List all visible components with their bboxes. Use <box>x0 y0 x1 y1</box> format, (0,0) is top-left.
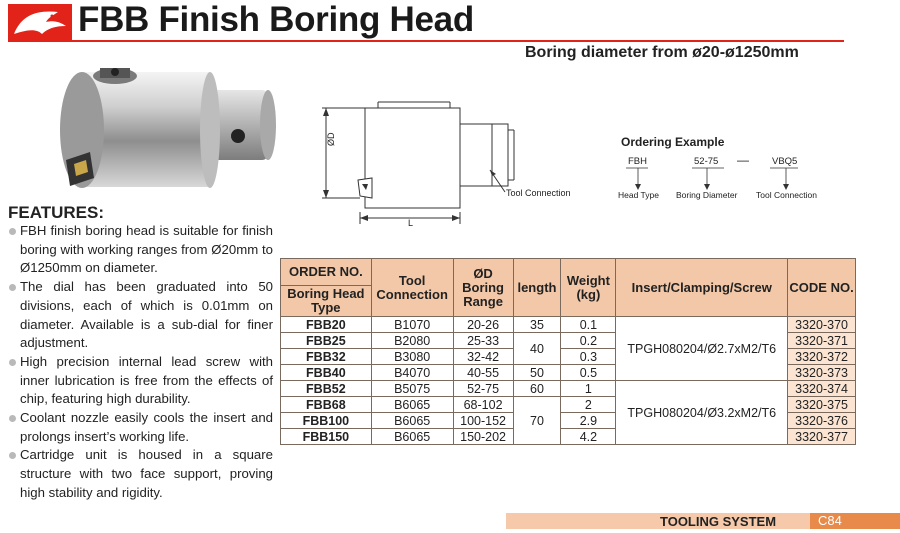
head-type-cell: FBB150 <box>281 429 372 445</box>
code-cell: 3320-373 <box>788 365 856 381</box>
code-cell: 3320-377 <box>788 429 856 445</box>
weight-cell: 0.1 <box>561 317 616 333</box>
tool-connection-header: Tool Connection <box>371 259 453 317</box>
connection-cell: B6065 <box>371 397 453 413</box>
tool-connection-label: Tool Connection <box>506 188 571 198</box>
connection-cell: B5075 <box>371 381 453 397</box>
head-code: FBH <box>628 156 647 167</box>
length-label: L <box>408 218 414 228</box>
code-header: CODE NO. <box>788 259 856 317</box>
weight-header: Weight (kg) <box>561 259 616 317</box>
head-type-cell: FBB25 <box>281 333 372 349</box>
head-type-cell: FBB20 <box>281 317 372 333</box>
page-title: FBB Finish Boring Head <box>78 0 474 39</box>
connection-cell: B6065 <box>371 429 453 445</box>
insert-cell: TPGH080204/Ø3.2xM2/T6 <box>616 381 788 445</box>
range-cell: 25-33 <box>453 333 513 349</box>
length-cell: 40 <box>513 333 561 365</box>
feature-item: High precision internal lead screw with inner lubrication is free from the effects of chip, featuring high durability. <box>8 353 273 409</box>
ordering-dash: — <box>737 153 749 167</box>
connection-code: VBQ5 <box>772 156 798 167</box>
ordering-example <box>600 132 850 212</box>
code-cell: 3320-376 <box>788 413 856 429</box>
weight-cell: 0.3 <box>561 349 616 365</box>
title-underline <box>8 40 844 42</box>
length-cell: 50 <box>513 365 561 381</box>
page-number: C84 <box>810 513 900 529</box>
features-list <box>8 222 273 503</box>
feature-item: FBH finish boring head is suitable for finish boring with working ranges from Ø20mm to Ø1250mm on diameter. <box>8 222 273 278</box>
features-heading: FEATURES: <box>8 203 105 222</box>
feature-item: Cartridge unit is housed in a square structure with two face support, proving high stability and rigidity. <box>8 446 273 502</box>
weight-cell: 1 <box>561 381 616 397</box>
range-code: 52-75 <box>694 156 719 167</box>
boring-head-photo <box>60 60 285 210</box>
brand-logo <box>8 4 72 42</box>
table-row <box>281 381 856 397</box>
footer-section-label: TOOLING SYSTEM <box>660 514 777 529</box>
table-row <box>281 317 856 333</box>
range-cell: 40-55 <box>453 365 513 381</box>
weight-cell: 2.9 <box>561 413 616 429</box>
boring-head-type-header: Boring Head Type <box>281 286 372 317</box>
range-cell: 52-75 <box>453 381 513 397</box>
code-cell: 3320-374 <box>788 381 856 397</box>
boring-range-header <box>453 259 513 317</box>
code-cell: 3320-375 <box>788 397 856 413</box>
head-type-cell: FBB68 <box>281 397 372 413</box>
connection-cell: B3080 <box>371 349 453 365</box>
dimension-drawing <box>320 100 571 235</box>
range-cell: 32-42 <box>453 349 513 365</box>
connection-cell: B6065 <box>371 413 453 429</box>
range-cell: 100-152 <box>453 413 513 429</box>
head-type-cell: FBB100 <box>281 413 372 429</box>
code-cell: 3320-370 <box>788 317 856 333</box>
feature-item: Coolant nozzle easily cools the insert and prolongs insert’s working life. <box>8 409 273 446</box>
insert-cell: TPGH080204/Ø2.7xM2/T6 <box>616 317 788 381</box>
order-no-header: ORDER NO. <box>281 259 372 286</box>
head-type-cell: FBB32 <box>281 349 372 365</box>
ordering-title: Ordering Example <box>621 135 725 149</box>
spec-table <box>280 258 856 445</box>
feature-item: The dial has been graduated into 50 divisions, each of which is 0.01mm on diameter. Available is a sub-dial for finer adjustment. <box>8 278 273 353</box>
head-type-cell: FBB52 <box>281 381 372 397</box>
head-type-cell: FBB40 <box>281 365 372 381</box>
range-cell: 68-102 <box>453 397 513 413</box>
range-cell: 20-26 <box>453 317 513 333</box>
weight-cell: 2 <box>561 397 616 413</box>
length-header: length <box>513 259 561 317</box>
connection-cell: B2080 <box>371 333 453 349</box>
insert-header: Insert/Clamping/Screw <box>616 259 788 317</box>
code-cell: 3320-372 <box>788 349 856 365</box>
connection-cell: B1070 <box>371 317 453 333</box>
weight-cell: 0.2 <box>561 333 616 349</box>
length-cell: 60 <box>513 381 561 397</box>
eagle-icon <box>8 4 72 42</box>
weight-cell: 0.5 <box>561 365 616 381</box>
od-header-text: ØD <box>473 265 493 281</box>
code-cell: 3320-371 <box>788 333 856 349</box>
boring-range-header-text: Boring Range <box>462 279 504 309</box>
boring-diameter-label: Boring Diameter <box>676 190 738 200</box>
head-type-label: Head Type <box>618 190 659 200</box>
length-cell: 35 <box>513 317 561 333</box>
range-cell: 150-202 <box>453 429 513 445</box>
length-cell: 70 <box>513 397 561 445</box>
weight-cell: 4.2 <box>561 429 616 445</box>
page-subtitle: Boring diameter from ø20-ø1250mm <box>525 44 799 61</box>
od-label: ØD <box>326 132 336 146</box>
connection-cell: B4070 <box>371 365 453 381</box>
tool-connection-ordering-label: Tool Connection <box>756 190 817 200</box>
